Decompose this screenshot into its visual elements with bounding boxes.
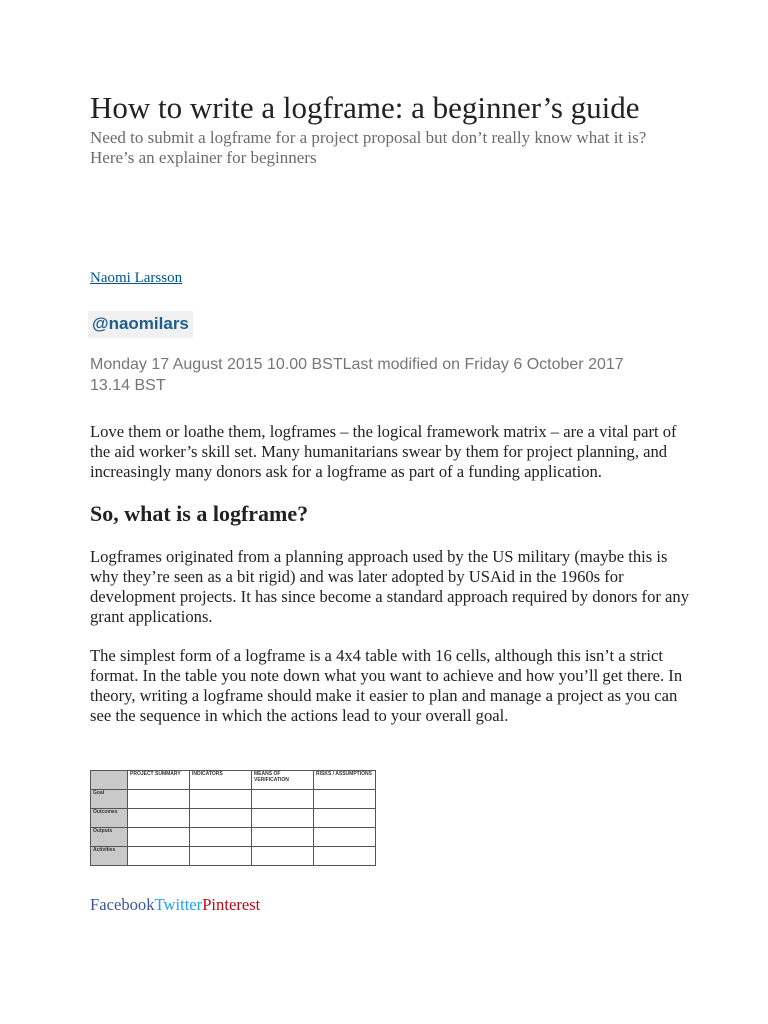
article-standfirst: Need to submit a logframe for a project proposal but don’t really know what it is? Here’s an explainer for beginners: [90, 128, 647, 167]
paragraph-format: The simplest form of a logframe is a 4x4 table with 16 cells, although this isn’t a strict format. In the table you note down what you want to achieve and how you’ll get there. In theory, writing a logframe should make it easier to plan and manage a project as you can see the sequence in which the actions lead to your overall goal.: [90, 646, 683, 725]
logframe-row: [91, 828, 376, 847]
logframe-col-header: PROJECT SUMMARY: [128, 771, 190, 790]
author-link[interactable]: Naomi Larsson: [90, 270, 183, 286]
twitter-handle-link[interactable]: @naomilars: [88, 311, 193, 338]
logframe-cell: [128, 790, 190, 809]
section-heading: So, what is a logframe?: [90, 501, 309, 526]
share-twitter-link[interactable]: Twitter: [154, 895, 203, 914]
logframe-cell: [190, 847, 252, 866]
logframe-corner-cell: [91, 771, 128, 790]
article-dateline: Monday 17 August 2015 10.00 BSTLast modified on Friday 6 October 2017 13.14 BST: [90, 356, 624, 394]
logframe-cell: [128, 847, 190, 866]
logframe-row-header: Activities: [91, 847, 128, 866]
logframe-row: [91, 847, 376, 866]
paragraph-origins: Logframes originated from a planning approach used by the US military (maybe this is why they’re seen as a bit rigid) and was later adopted by USAid in the 1960s for development projects. It has since become a standard approach required by donors for any grant applications.: [90, 547, 690, 626]
logframe-row-header: Outcomes: [91, 809, 128, 828]
logframe-cell: [314, 809, 376, 828]
logframe-row: [91, 790, 376, 809]
logframe-cell: [314, 828, 376, 847]
logframe-cell: [252, 847, 314, 866]
logframe-row: [91, 809, 376, 828]
logframe-table-image: [90, 770, 376, 866]
logframe-col-header: RISKS / ASSUMPTIONS: [314, 771, 376, 790]
logframe-cell: [128, 809, 190, 828]
logframe-col-header: INDICATORS: [190, 771, 252, 790]
logframe-cell: [190, 809, 252, 828]
logframe-cell: [190, 790, 252, 809]
logframe-row-header: Outputs: [91, 828, 128, 847]
article: [90, 90, 690, 915]
logframe-cell: [252, 828, 314, 847]
logframe-cell: [314, 847, 376, 866]
share-facebook-link[interactable]: Facebook: [90, 895, 155, 914]
share-pinterest-link[interactable]: Pinterest: [202, 895, 261, 914]
logframe-cell: [252, 790, 314, 809]
logframe-row-header: Goal: [91, 790, 128, 809]
paragraph-intro: Love them or loathe them, logframes – the logical framework matrix – are a vital part of the aid worker’s skill set. Many humanitarians swear by them for project planning, and increasingly many donors ask for a logframe as part of a funding application.: [90, 422, 677, 481]
logframe-cell: [128, 828, 190, 847]
article-title: How to write a logframe: a beginner’s guide: [90, 90, 640, 125]
logframe-cell: [190, 828, 252, 847]
logframe-col-header: MEANS OF VERIFICATION: [252, 771, 314, 790]
logframe-header-row: [91, 771, 376, 790]
logframe-cell: [252, 809, 314, 828]
share-links: [90, 895, 690, 915]
logframe-cell: [314, 790, 376, 809]
